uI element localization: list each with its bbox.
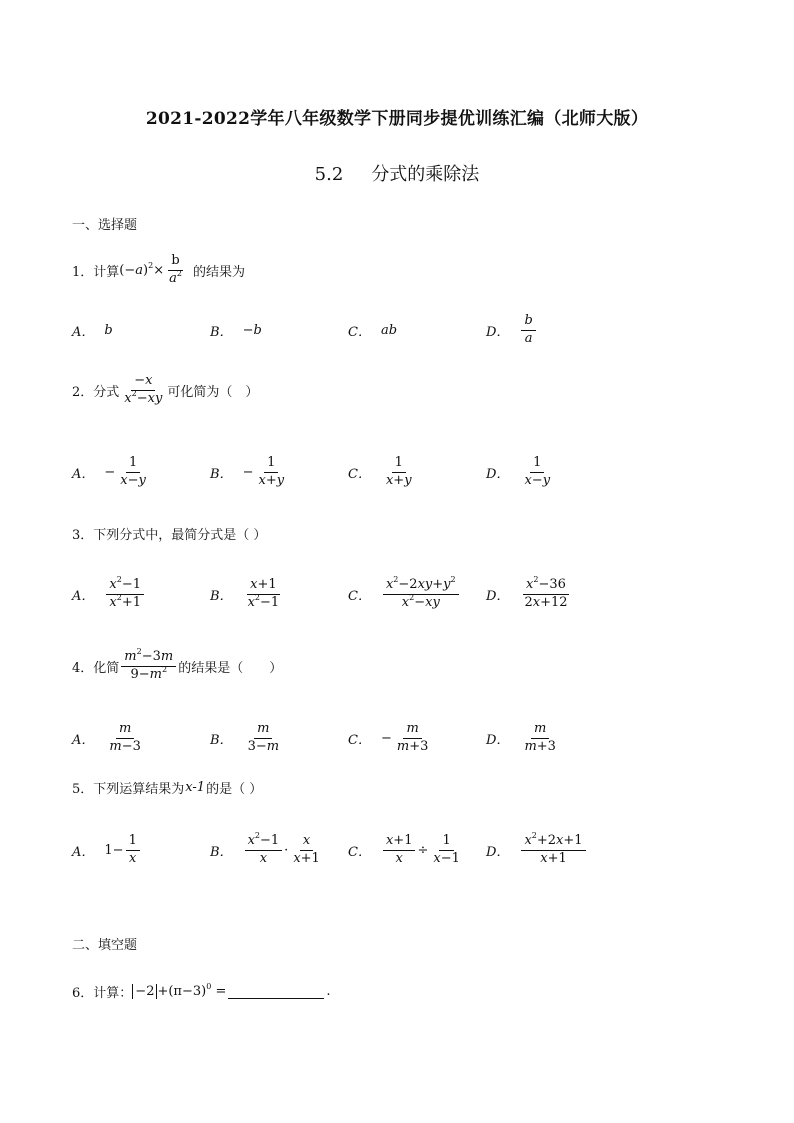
option-b[interactable]: B． $\frac{x^2-1}{x}$ · $\frac{x}{x+1}$: [210, 830, 320, 866]
question-text: 的结果为: [192, 264, 245, 280]
option-c[interactable]: C． − $\frac{m}{m+3}$: [348, 720, 429, 754]
section-fill-in: 二、填空题: [72, 938, 138, 953]
question-number: 6．: [72, 986, 94, 1001]
question-number: 5．: [72, 782, 94, 797]
option-b[interactable]: B． − b: [210, 322, 262, 340]
question-text: 计算：: [93, 986, 133, 1001]
option-d[interactable]: D． $\frac{x^2+2x+1}{x+1}$: [486, 830, 588, 870]
option-c[interactable]: C． $\frac{1}{x+y}$: [348, 454, 412, 488]
options-q3: [72, 574, 632, 614]
question-text: 下列分式中，最简分式是（ ）: [93, 528, 267, 543]
option-d[interactable]: D． $\frac{1}{x-y}$: [486, 454, 551, 488]
option-b[interactable]: B． − $\frac{1}{x+y}$: [210, 454, 285, 488]
lesson-name: 分式的乘除法: [371, 164, 480, 185]
lesson-heading: [0, 160, 794, 186]
option-d[interactable]: D． $\frac{b}{a}$: [486, 310, 538, 350]
math-expression: $\frac{m^2-3m}{9-m^2}$: [121, 650, 176, 683]
question-6: [72, 982, 330, 1001]
option-b[interactable]: B． $\frac{x+1}{x^2-1}$: [210, 576, 280, 610]
option-a[interactable]: A． − $\frac{1}{x-y}$: [72, 454, 146, 488]
options-q2: [72, 452, 632, 492]
option-a[interactable]: A． $\frac{x^2-1}{x^2+1}$: [72, 574, 146, 614]
options-q5: [72, 830, 632, 870]
math-expression: $(-a)^2\times$ $\frac{b}{a^2}$: [119, 253, 182, 286]
math-expression: x-1: [185, 780, 206, 795]
option-a[interactable]: A． 1− $\frac{1}{x}$: [72, 830, 142, 870]
question-end: .: [326, 984, 331, 999]
question-number: 1．: [72, 264, 94, 280]
math-expression: $\frac{-x}{x^2-xy}$: [124, 373, 163, 406]
question-number: 3．: [72, 528, 94, 543]
question-text: 化简: [93, 660, 120, 676]
option-d[interactable]: D． $\frac{m}{m+3}$: [486, 720, 556, 754]
question-1: [72, 254, 245, 287]
option-c[interactable]: C． ab: [348, 322, 398, 340]
question-5: [72, 778, 262, 797]
option-c[interactable]: C． $\frac{x^2-2xy+y^2}{x^2-xy}$: [348, 574, 461, 614]
lesson-number: 5.2: [314, 164, 344, 185]
section-multiple-choice: 一、选择题: [72, 218, 138, 233]
question-text: 的是（ ）: [206, 782, 263, 797]
option-d[interactable]: D． $\frac{x^2-36}{2x+12}$: [486, 574, 568, 610]
option-b[interactable]: B． $\frac{m}{3-m}$: [210, 720, 280, 754]
question-text: 的结果是（ ）: [178, 660, 283, 676]
options-q4: [72, 718, 632, 758]
question-number: 2．: [72, 384, 94, 400]
option-a[interactable]: A． $\frac{m}{m-3}$: [72, 720, 141, 754]
math-expression: $-2 +(\pi-3)^0$ =: [132, 984, 226, 999]
question-number: 4．: [72, 660, 94, 676]
question-text: 可化简为（ ）: [167, 384, 259, 400]
option-c[interactable]: C． $\frac{x+1}{x}$ ÷ $\frac{1}{x-1}$: [348, 832, 460, 866]
options-q1: [72, 310, 632, 350]
option-a[interactable]: A． b: [72, 322, 113, 340]
document-title: 2021-2022学年八年级数学下册同步提优训练汇编（北师大版）: [145, 109, 649, 129]
question-4: [72, 647, 283, 683]
question-text: 计算: [93, 264, 120, 280]
question-2: [72, 374, 258, 407]
question-3: [72, 524, 266, 543]
answer-blank[interactable]: [228, 984, 324, 999]
question-text: 下列运算结果为: [93, 782, 185, 797]
question-text: 分式: [93, 384, 120, 400]
